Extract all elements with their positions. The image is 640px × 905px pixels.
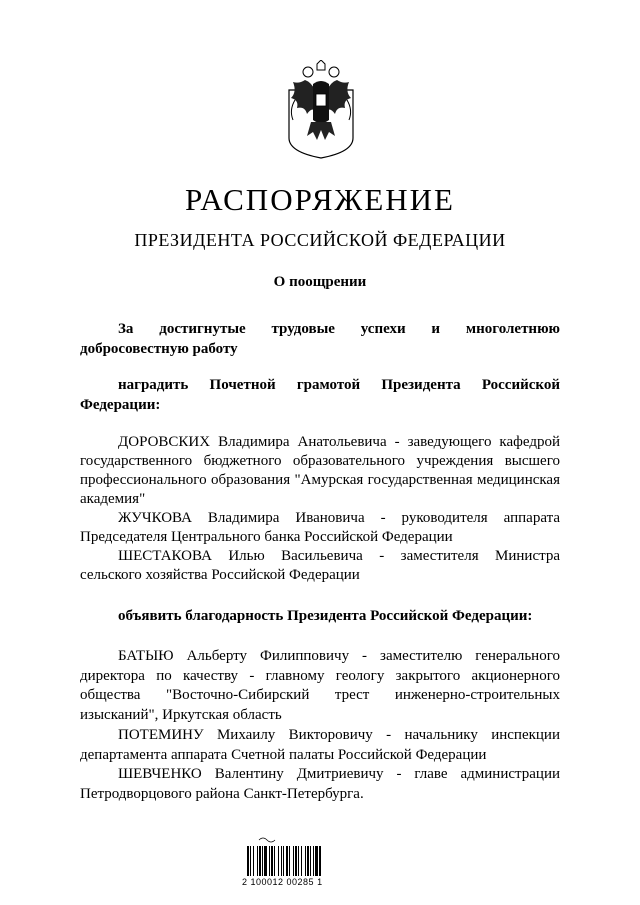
section2-heading: объявить благодарность Президента Российской Федерации: xyxy=(118,608,533,624)
section1-heading: наградить Почетной грамотой Президента Российской Федерации: xyxy=(80,377,560,413)
document-topic: О поощрении xyxy=(273,274,367,290)
list-item: БАТЫЮ Альберту Филипповичу - заместителю генерального директора по качеству - главному геологу закрытого акционерного общества "Восточно-Сибирский трест инженерно-строительных изысканий", Иркутская область xyxy=(80,648,560,724)
barcode-number: 2 100012 00285 1 xyxy=(242,877,323,887)
coat-of-arms-icon xyxy=(283,60,359,160)
list-item: ШЕВЧЕНКО Валентину Дмитриевичу - главе администрации Петродворцового района Санкт-Петербурга. xyxy=(80,766,560,802)
list-item: ЖУЧКОВА Владимира Ивановича - руководителя аппарата Председателя Центрального банка Российской Федерации xyxy=(80,510,560,545)
list-item: ШЕСТАКОВА Илью Васильевича - заместителя Министра сельского хозяйства Российской Федерации xyxy=(80,548,560,583)
document-title: РАСПОРЯЖЕНИЕ xyxy=(185,182,455,217)
section2-list xyxy=(80,647,560,805)
section1-list xyxy=(80,433,560,585)
list-item: ПОТЕМИНУ Михаилу Викторовичу - начальнику инспекции департамента аппарата Счетной палаты Российской Федерации xyxy=(80,726,560,763)
barcode-icon xyxy=(237,836,377,878)
list-item: ДОРОВСКИХ Владимира Анатольевича - заведующего кафедрой государственного бюджетного образовательного учреждения высшего профессионального образования "Амурская государственная медицинская академия" xyxy=(80,434,560,507)
intro-paragraph: За достигнутые трудовые успехи и многолетнюю добросовестную работу xyxy=(80,321,560,357)
document-subtitle: ПРЕЗИДЕНТА РОССИЙСКОЙ ФЕДЕРАЦИИ xyxy=(134,230,506,250)
